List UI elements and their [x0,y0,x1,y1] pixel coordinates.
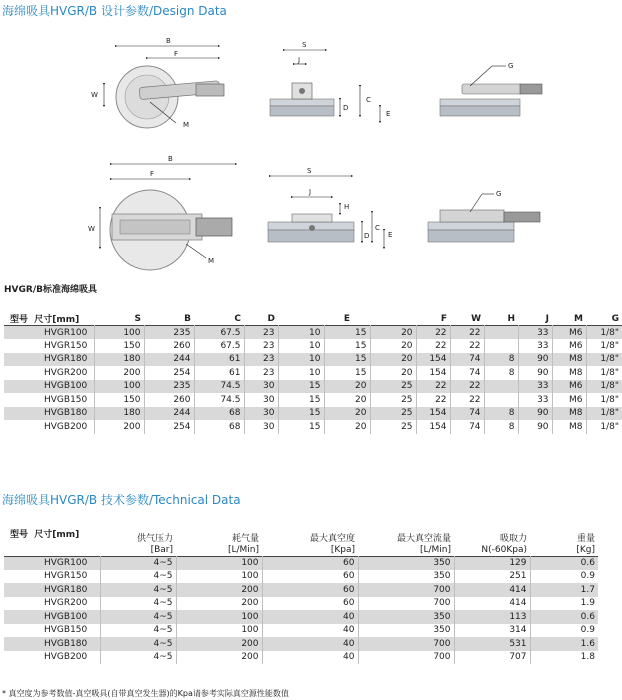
cell-e1: 15 [278,407,324,421]
tech-cell: 0.9 [530,570,598,584]
model-cell: HVGB200 [44,421,88,432]
cell-e1: 10 [278,339,324,353]
model-cell: HVGR100 [44,558,88,568]
cell-h: 8 [484,420,518,434]
table-row [4,651,598,665]
design-data-title: 海绵吸具HVGR/B 设计参数/Design Data [2,4,227,18]
cell-s: 100 [94,326,144,340]
cell-s: 200 [94,366,144,380]
model-cell: HVGB180 [44,638,88,649]
model-cell: HVGB180 [44,408,88,419]
tech-cell: 350 [358,556,454,570]
tech-cell: 1.9 [530,597,598,611]
cell-j: 33 [518,339,552,353]
cell-s: 180 [94,353,144,367]
cell-c: 67.5 [194,326,244,340]
dim-label-b-large: B [168,155,173,163]
cell-f: 22 [416,326,450,340]
cell-g: 1/8" [586,326,622,340]
cell-f: 154 [416,420,450,434]
cell-m: M6 [552,380,586,394]
cell-s: 100 [94,380,144,394]
dim-label-j-large: J [309,188,312,196]
table-row [4,610,598,624]
tech-cell: 700 [358,651,454,665]
tech-cell: 60 [262,570,358,584]
col-header-s: S [134,313,141,324]
cell-g: 1/8" [586,339,622,353]
tech-cell: 40 [262,651,358,665]
table-row [4,326,622,340]
tech-cell: 0.6 [530,610,598,624]
dim-label-m: M [183,121,190,129]
cell-e2: 15 [324,326,370,340]
model-cell: HVGR180 [44,354,88,365]
tech-col-max-vacuum: 最大真空度 [Kpa] [309,533,355,555]
cell-g: 1/8" [586,393,622,407]
model-cell: HVGR100 [44,327,88,338]
cell-w: 22 [450,393,484,407]
dim-label-d-large: D [364,232,370,240]
cell-m: M6 [552,339,586,353]
tech-cell: 4~5 [100,651,176,665]
technical-data-title: 海绵吸具HVGR/B 技术参数/Technical Data [2,493,241,507]
cell-e2: 20 [324,393,370,407]
cell-s: 180 [94,407,144,421]
cell-e1: 15 [278,393,324,407]
cell-s: 150 [94,339,144,353]
tech-cell: 60 [262,583,358,597]
tech-cell: 350 [358,624,454,638]
technical-data-table [4,524,598,664]
cell-e1: 10 [278,326,324,340]
tech-cell: 1.8 [530,651,598,665]
drawing-front-view-large [428,194,540,242]
model-cell: HVGB150 [44,394,88,405]
model-cell: HVGB150 [44,625,88,636]
tech-cell: 4~5 [100,624,176,638]
col-header-c: C [234,313,241,324]
col-header-f: F [440,313,448,324]
cell-h: 8 [484,366,518,380]
tech-cell: 4~5 [100,637,176,651]
cell-c: 67.5 [194,339,244,353]
drawing-side-view-small [270,50,380,122]
technical-drawings [0,22,601,277]
cell-m: M6 [552,326,586,340]
cell-g: 1/8" [586,420,622,434]
model-cell: HVGB200 [44,652,88,663]
tech-col-max-vacuum-flow: 最大真空流量 [L/Min] [396,533,451,555]
cell-e2: 20 [324,407,370,421]
dim-label-b: B [166,37,171,45]
cell-b: 260 [144,393,194,407]
cell-h: 8 [484,407,518,421]
cell-g: 1/8" [586,353,622,367]
cell-m: M8 [552,366,586,380]
tech-table-header [4,524,598,556]
cell-e3: 25 [370,393,416,407]
table-row [4,339,622,353]
cell-d: 23 [244,326,278,340]
table-row [4,624,598,638]
tech-cell: 129 [454,556,530,570]
cell-h [484,393,518,407]
drawing-front-view-small [440,66,542,116]
cell-d: 30 [244,393,278,407]
tech-cell: 4~5 [100,556,176,570]
cell-j: 33 [518,393,552,407]
tech-cell: 4~5 [100,570,176,584]
dim-label-w: W [91,91,98,99]
tech-cell: 414 [454,597,530,611]
cell-e3: 20 [370,353,416,367]
col-header-b: B [184,313,191,324]
tech-cell: 113 [454,610,530,624]
cell-e1: 15 [278,420,324,434]
cell-c: 74.5 [194,393,244,407]
cell-w: 22 [450,339,484,353]
tech-cell: 700 [358,583,454,597]
table-row [4,556,598,570]
tech-cell: 100 [176,556,262,570]
cell-g: 1/8" [586,380,622,394]
cell-e1: 15 [278,380,324,394]
cell-d: 30 [244,420,278,434]
tech-cell: 40 [262,637,358,651]
cell-e2: 15 [324,366,370,380]
footnote: * 真空度为参考数值-真空吸具(自带真空发生器)的Kpa请参考实际真空源性能数值 [2,689,289,698]
cell-b: 244 [144,353,194,367]
cell-b: 244 [144,407,194,421]
cell-e3: 20 [370,339,416,353]
col-header-g: G [611,313,620,324]
cell-j: 90 [518,353,552,367]
tech-cell: 414 [454,583,530,597]
tech-cell: 4~5 [100,610,176,624]
tech-cell: 1.6 [530,637,598,651]
dim-label-d: D [343,104,349,112]
col-header-e: E [343,313,351,324]
tech-col-supply-pressure: 供气压力 [Bar] [136,533,173,555]
design-table-header [4,312,622,326]
model-cell: HVGR200 [44,598,88,609]
cell-f: 154 [416,353,450,367]
tech-cell: 100 [176,610,262,624]
cell-w: 74 [450,407,484,421]
cell-e3: 25 [370,407,416,421]
dim-label-s-large: S [307,167,312,175]
drawing-round-top-view-large [100,164,236,270]
tech-cell: 200 [176,597,262,611]
cell-e2: 20 [324,380,370,394]
cell-m: M8 [552,407,586,421]
cell-w: 74 [450,366,484,380]
tech-cell: 60 [262,556,358,570]
table-row [4,420,622,434]
dim-label-f: F [174,50,179,58]
cell-c: 74.5 [194,380,244,394]
model-cell: HVGR150 [44,340,88,351]
design-data-table [4,312,622,434]
tech-cell: 200 [176,637,262,651]
tech-cell: 4~5 [100,583,176,597]
cell-b: 260 [144,339,194,353]
cell-j: 90 [518,407,552,421]
table-row [4,570,598,584]
dim-label-c: C [366,96,371,104]
cell-e2: 15 [324,339,370,353]
cell-e1: 10 [278,353,324,367]
dim-label-h-large: H [344,203,350,211]
tech-cell: 700 [358,597,454,611]
tech-cell: 100 [176,570,262,584]
header-model-size: 型号 尺寸[mm] [10,315,80,325]
cell-e3: 25 [370,380,416,394]
tech-cell: 60 [262,597,358,611]
cell-g: 1/8" [586,366,622,380]
cell-c: 61 [194,353,244,367]
cell-e3: 20 [370,366,416,380]
cell-f: 22 [416,380,450,394]
cell-h [484,326,518,340]
dim-label-c-large: C [375,224,380,232]
table-row [4,353,622,367]
cell-c: 61 [194,366,244,380]
cell-e3: 25 [370,420,416,434]
drawing-round-top-view-small [104,46,224,128]
cell-c: 68 [194,420,244,434]
tech-cell: 200 [176,651,262,665]
table-row [4,583,598,597]
cell-e2: 15 [324,353,370,367]
cell-d: 23 [244,339,278,353]
dim-label-e-large: E [388,231,393,239]
tech-cell: 0.9 [530,624,598,638]
tech-cell: 251 [454,570,530,584]
cell-d: 30 [244,407,278,421]
tech-col-air-consumption: 耗气量 [L/Min] [227,533,259,555]
cell-d: 23 [244,366,278,380]
cell-b: 254 [144,420,194,434]
cell-j: 33 [518,326,552,340]
cell-e1: 10 [278,366,324,380]
cell-m: M8 [552,353,586,367]
table-row [4,407,622,421]
col-header-j: J [545,313,550,324]
cell-s: 200 [94,420,144,434]
cell-b: 235 [144,326,194,340]
cell-c: 68 [194,407,244,421]
cell-w: 74 [450,353,484,367]
dim-label-g: G [508,62,514,70]
model-cell: HVGR200 [44,367,88,378]
dim-label-w-large: W [88,225,95,233]
col-header-w: W [471,313,482,324]
cell-d: 23 [244,353,278,367]
cell-w: 22 [450,380,484,394]
dim-label-f-large: F [150,170,155,178]
model-cell: HVGR150 [44,571,88,582]
dim-label-e: E [386,110,391,118]
cell-m: M8 [552,420,586,434]
table-row [4,366,622,380]
cell-j: 90 [518,420,552,434]
tech-cell: 1.7 [530,583,598,597]
cell-w: 74 [450,420,484,434]
cell-b: 254 [144,366,194,380]
tech-cell: 40 [262,610,358,624]
tech-cell: 350 [358,610,454,624]
col-header-d: D [267,313,275,324]
cell-e3: 20 [370,326,416,340]
dim-label-m-large: M [208,257,215,265]
model-cell: HVGR180 [44,584,88,595]
tech-cell: 314 [454,624,530,638]
col-header-m: M [574,313,584,324]
cell-g: 1/8" [586,407,622,421]
cell-b: 235 [144,380,194,394]
tech-cell: 707 [454,651,530,665]
model-cell: HVGB100 [44,611,88,622]
cell-h [484,339,518,353]
tech-header-model-size: 型号 尺寸[mm] [10,530,80,540]
standard-gripper-title: HVGR/B标准海绵吸具 [4,285,97,295]
cell-j: 90 [518,366,552,380]
cell-f: 22 [416,393,450,407]
cell-s: 150 [94,393,144,407]
tech-col-weight: 重量 [Kg] [576,533,595,555]
tech-cell: 4~5 [100,597,176,611]
tech-cell: 531 [454,637,530,651]
cell-d: 30 [244,380,278,394]
table-row [4,380,622,394]
dim-label-j: J [298,56,301,64]
cell-f: 22 [416,339,450,353]
table-row [4,597,598,611]
cell-j: 33 [518,380,552,394]
cell-f: 154 [416,407,450,421]
table-row [4,393,622,407]
cell-h: 8 [484,353,518,367]
tech-cell: 40 [262,624,358,638]
tech-cell: 700 [358,637,454,651]
tech-cell: 100 [176,624,262,638]
col-header-h: H [507,313,516,324]
model-cell: HVGB100 [44,381,88,392]
cell-f: 154 [416,366,450,380]
cell-w: 22 [450,326,484,340]
table-row [4,637,598,651]
tech-cell: 0.6 [530,556,598,570]
dim-label-s: S [302,41,307,49]
cell-m: M6 [552,393,586,407]
cell-e2: 20 [324,420,370,434]
tech-cell: 200 [176,583,262,597]
cell-h [484,380,518,394]
tech-col-suction-force: 吸取力 N(-60Kpa) [481,533,527,555]
dim-label-g-large: G [496,190,502,198]
tech-cell: 350 [358,570,454,584]
